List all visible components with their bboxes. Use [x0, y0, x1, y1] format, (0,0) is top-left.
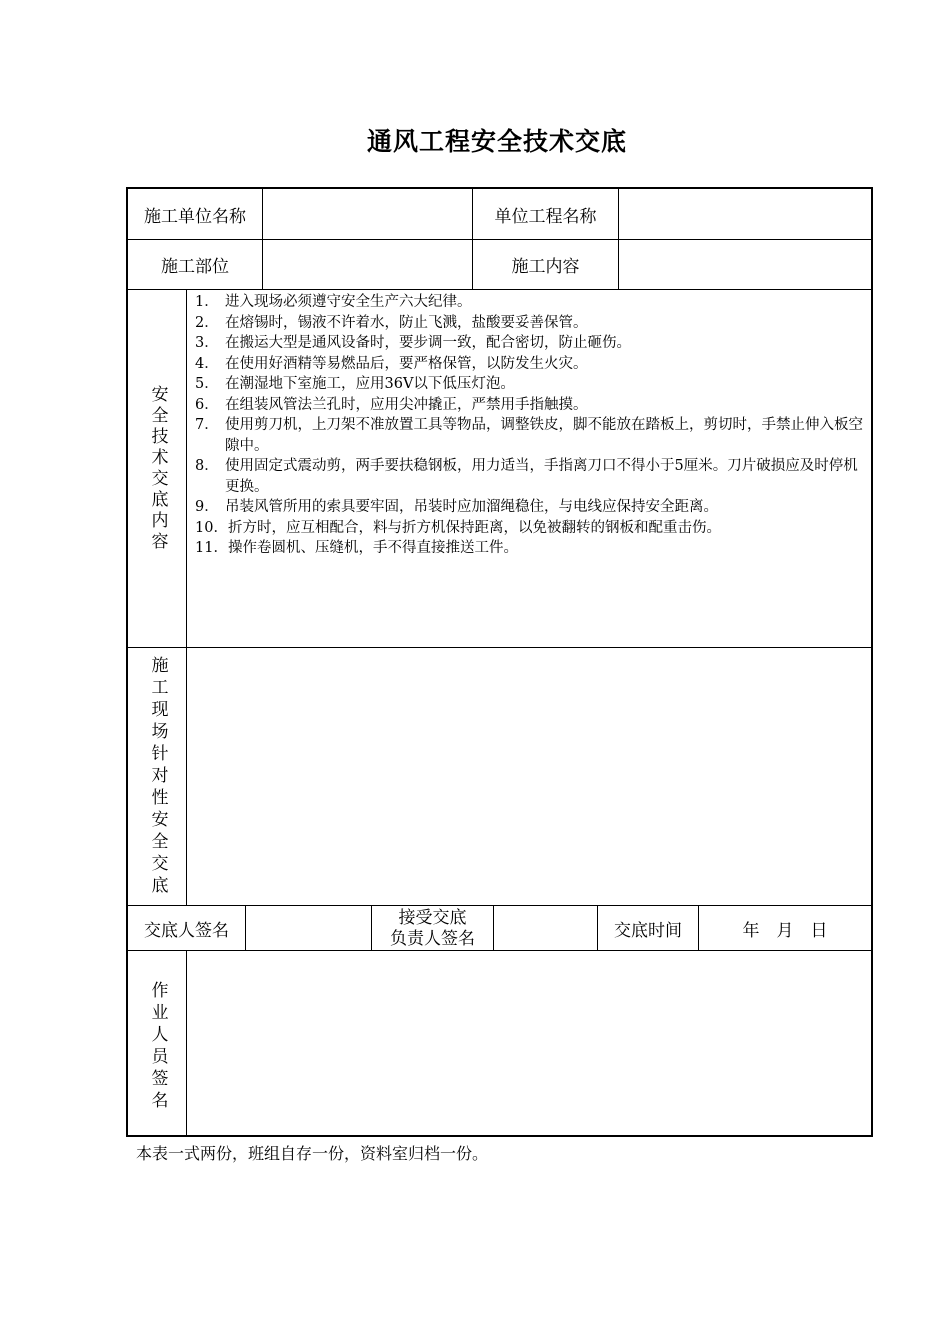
- item-text: 在组装风管法兰孔时，应用尖冲撬正，严禁用手指触摸。: [225, 396, 588, 413]
- worker-signature-label: 作业人员签名: [147, 981, 168, 1113]
- row-unit: [128, 189, 871, 240]
- row-safety-content: [128, 290, 871, 648]
- item-number: 8．: [195, 458, 219, 474]
- project-name-field[interactable]: [619, 189, 871, 239]
- item-number: 2．: [195, 314, 219, 331]
- list-item: [195, 374, 865, 395]
- safety-content-label-cell: [128, 290, 187, 647]
- item-text: 折方时，应互相配合，料与折方机保持距离，以免被翻转的钢板和配重击伤。: [227, 519, 721, 536]
- list-item: [195, 354, 865, 375]
- project-name-label: 单位工程名称: [473, 189, 619, 239]
- item-text: 使用固定式震动剪，两手要扶稳钢板，用力适当，手指离刀口不得小于5厘米。刀片破损应及时停机更换。: [225, 458, 858, 495]
- unit-name-label: 施工单位名称: [128, 189, 263, 239]
- item-text: 在搬运大型是通风设备时，要步调一致，配合密切，防止砸伤。: [225, 335, 631, 351]
- item-number: 11．: [195, 540, 228, 556]
- item-text: 在使用好酒精等易燃品后，要严格保管，以防发生火灾。: [225, 355, 588, 372]
- unit-name-field[interactable]: [263, 189, 473, 239]
- item-text: 使用剪刀机，上刀架不准放置工具等物品，调整铁皮，脚不能放在踏板上，剪切时，手禁止伸入板空隙中。: [225, 417, 863, 454]
- list-item: [195, 333, 865, 354]
- footer-note: 本表一式两份，班组自存一份，资料室归档一份。: [136, 1144, 489, 1163]
- receiver-label-line1: 接受交底: [398, 908, 467, 928]
- receiver-signature-field[interactable]: [494, 906, 598, 950]
- item-number: 1．: [195, 294, 219, 310]
- item-number: 4．: [195, 355, 219, 372]
- worker-signature-field[interactable]: [187, 951, 871, 1135]
- item-number: 10．: [195, 519, 228, 536]
- briefing-time-label: 交底时间: [598, 906, 699, 950]
- row-worker-signatures: [128, 951, 871, 1135]
- site-briefing-field[interactable]: [187, 648, 871, 905]
- briefing-date-field[interactable]: 年 月 日: [742, 920, 828, 941]
- list-item: [195, 395, 865, 416]
- list-item: [195, 292, 865, 313]
- item-number: 5．: [195, 376, 219, 392]
- item-number: 3．: [195, 335, 219, 351]
- item-number: 6．: [195, 396, 219, 413]
- row-location: [128, 240, 871, 290]
- briefer-label: 交底人签名: [128, 906, 246, 950]
- list-item: [195, 538, 865, 559]
- item-number: 9．: [195, 499, 219, 515]
- item-text: 进入现场必须遵守安全生产六大纪律。: [225, 294, 472, 310]
- list-item: [195, 518, 865, 539]
- row-site-briefing: [128, 648, 871, 906]
- safety-items-list: [187, 290, 871, 647]
- item-text: 在熔锡时，锡液不许着水，防止飞溅，盐酸要妥善保管。: [225, 314, 588, 331]
- site-briefing-label-cell: [128, 648, 187, 905]
- list-item: [195, 313, 865, 334]
- location-label: 施工部位: [128, 240, 263, 289]
- list-item: [195, 456, 865, 497]
- safety-briefing-form: [126, 187, 873, 1137]
- row-signatures: [128, 906, 871, 951]
- content-field[interactable]: [619, 240, 871, 289]
- briefer-signature-field[interactable]: [246, 906, 372, 950]
- item-text: 操作卷圆机、压缝机，手不得直接推送工件。: [227, 540, 518, 556]
- document-title: 通风工程安全技术交底: [366, 127, 627, 156]
- location-field[interactable]: [263, 240, 473, 289]
- safety-content-label: 安全技术交底内容: [147, 384, 168, 553]
- item-text: 吊装风管所用的索具要牢固，吊装时应加溜绳稳住，与电线应保持安全距离。: [225, 499, 718, 515]
- receiver-label-line2: 负责人签名: [390, 929, 475, 949]
- item-number: 7．: [195, 417, 219, 433]
- item-text: 在潮湿地下室施工，应用36V以下低压灯泡。: [225, 376, 515, 392]
- list-item: [195, 497, 865, 518]
- list-item: [195, 415, 865, 456]
- site-briefing-label: 施工现场针对性安全交底: [147, 656, 168, 898]
- content-label: 施工内容: [473, 240, 619, 289]
- worker-signature-label-cell: [128, 951, 187, 1135]
- receiver-label: [372, 906, 494, 950]
